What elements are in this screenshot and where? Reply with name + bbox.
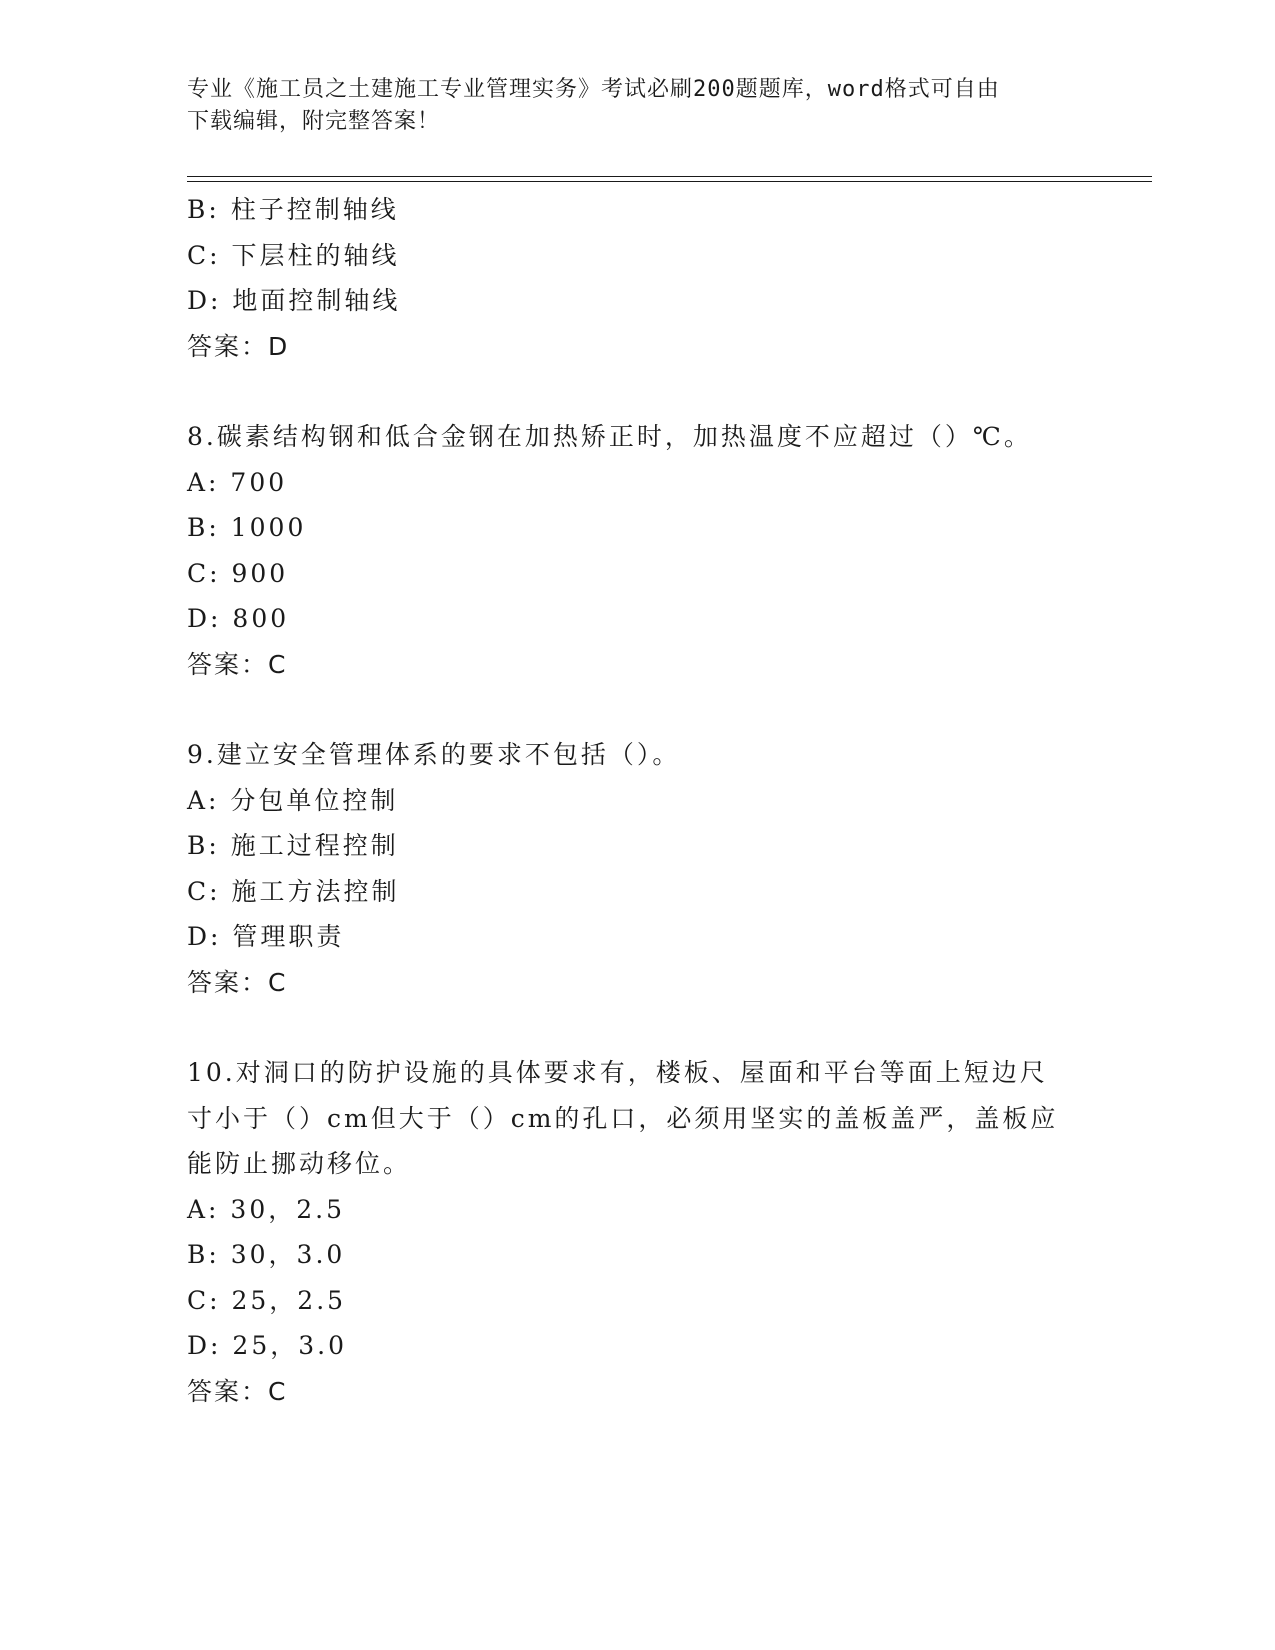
option-d: D: 25，3.0: [187, 1331, 347, 1360]
option-b: B: 30，3.0: [187, 1240, 346, 1269]
header-divider-bottom: [187, 181, 1152, 182]
option-c: C: 施工方法控制: [187, 876, 400, 906]
question-stem-line-1: 10.对洞口的防护设施的具体要求有，楼板、屋面和平台等面上短边尺: [187, 1058, 1048, 1087]
question-stem: 8.碳素结构钢和低合金钢在加热矫正时，加热温度不应超过（）℃。: [187, 422, 1032, 451]
header-divider-top: [187, 176, 1152, 177]
answer: 答案：C: [187, 649, 288, 679]
question-stem: 9.建立安全管理体系的要求不包括（）。: [187, 740, 681, 769]
spacer: [187, 687, 1087, 732]
option-c: C: 下层柱的轴线: [187, 240, 400, 270]
answer: 答案：C: [187, 967, 288, 997]
question-list: [187, 187, 1087, 1414]
option-c: C: 900: [187, 558, 289, 588]
question-stem-line-2: 寸小于（）cm但大于（）cm的孔口，必须用坚实的盖板盖严，盖板应: [187, 1103, 1059, 1133]
question-stem-line-3: 能防止挪动移位。: [187, 1149, 412, 1178]
header-line-2: 下载编辑，附完整答案！: [187, 109, 441, 134]
spacer: [187, 1005, 1087, 1050]
header-line-1: 专业《施工员之土建施工专业管理实务》考试必刷200题题库，word格式可自由: [187, 77, 1000, 102]
option-d: D: 管理职责: [187, 922, 345, 951]
option-a: A: 30，2.5: [187, 1194, 345, 1224]
answer: 答案：D: [187, 331, 290, 361]
question-9: [187, 732, 1087, 1005]
option-a: A: 分包单位控制: [187, 785, 399, 815]
document-header: [187, 74, 1067, 138]
answer: 答案：C: [187, 1376, 288, 1406]
question-8: [187, 414, 1087, 687]
option-a: A: 700: [187, 467, 288, 497]
spacer: [187, 369, 1087, 414]
option-d: D: 800: [187, 604, 290, 633]
question-7-continued: [187, 187, 1087, 369]
option-b: B: 施工过程控制: [187, 831, 399, 860]
question-10: [187, 1050, 1087, 1414]
option-d: D: 地面控制轴线: [187, 286, 401, 315]
option-b: B: 1000: [187, 513, 307, 542]
option-b: B: 柱子控制轴线: [187, 195, 399, 224]
option-c: C: 25，2.5: [187, 1285, 347, 1315]
